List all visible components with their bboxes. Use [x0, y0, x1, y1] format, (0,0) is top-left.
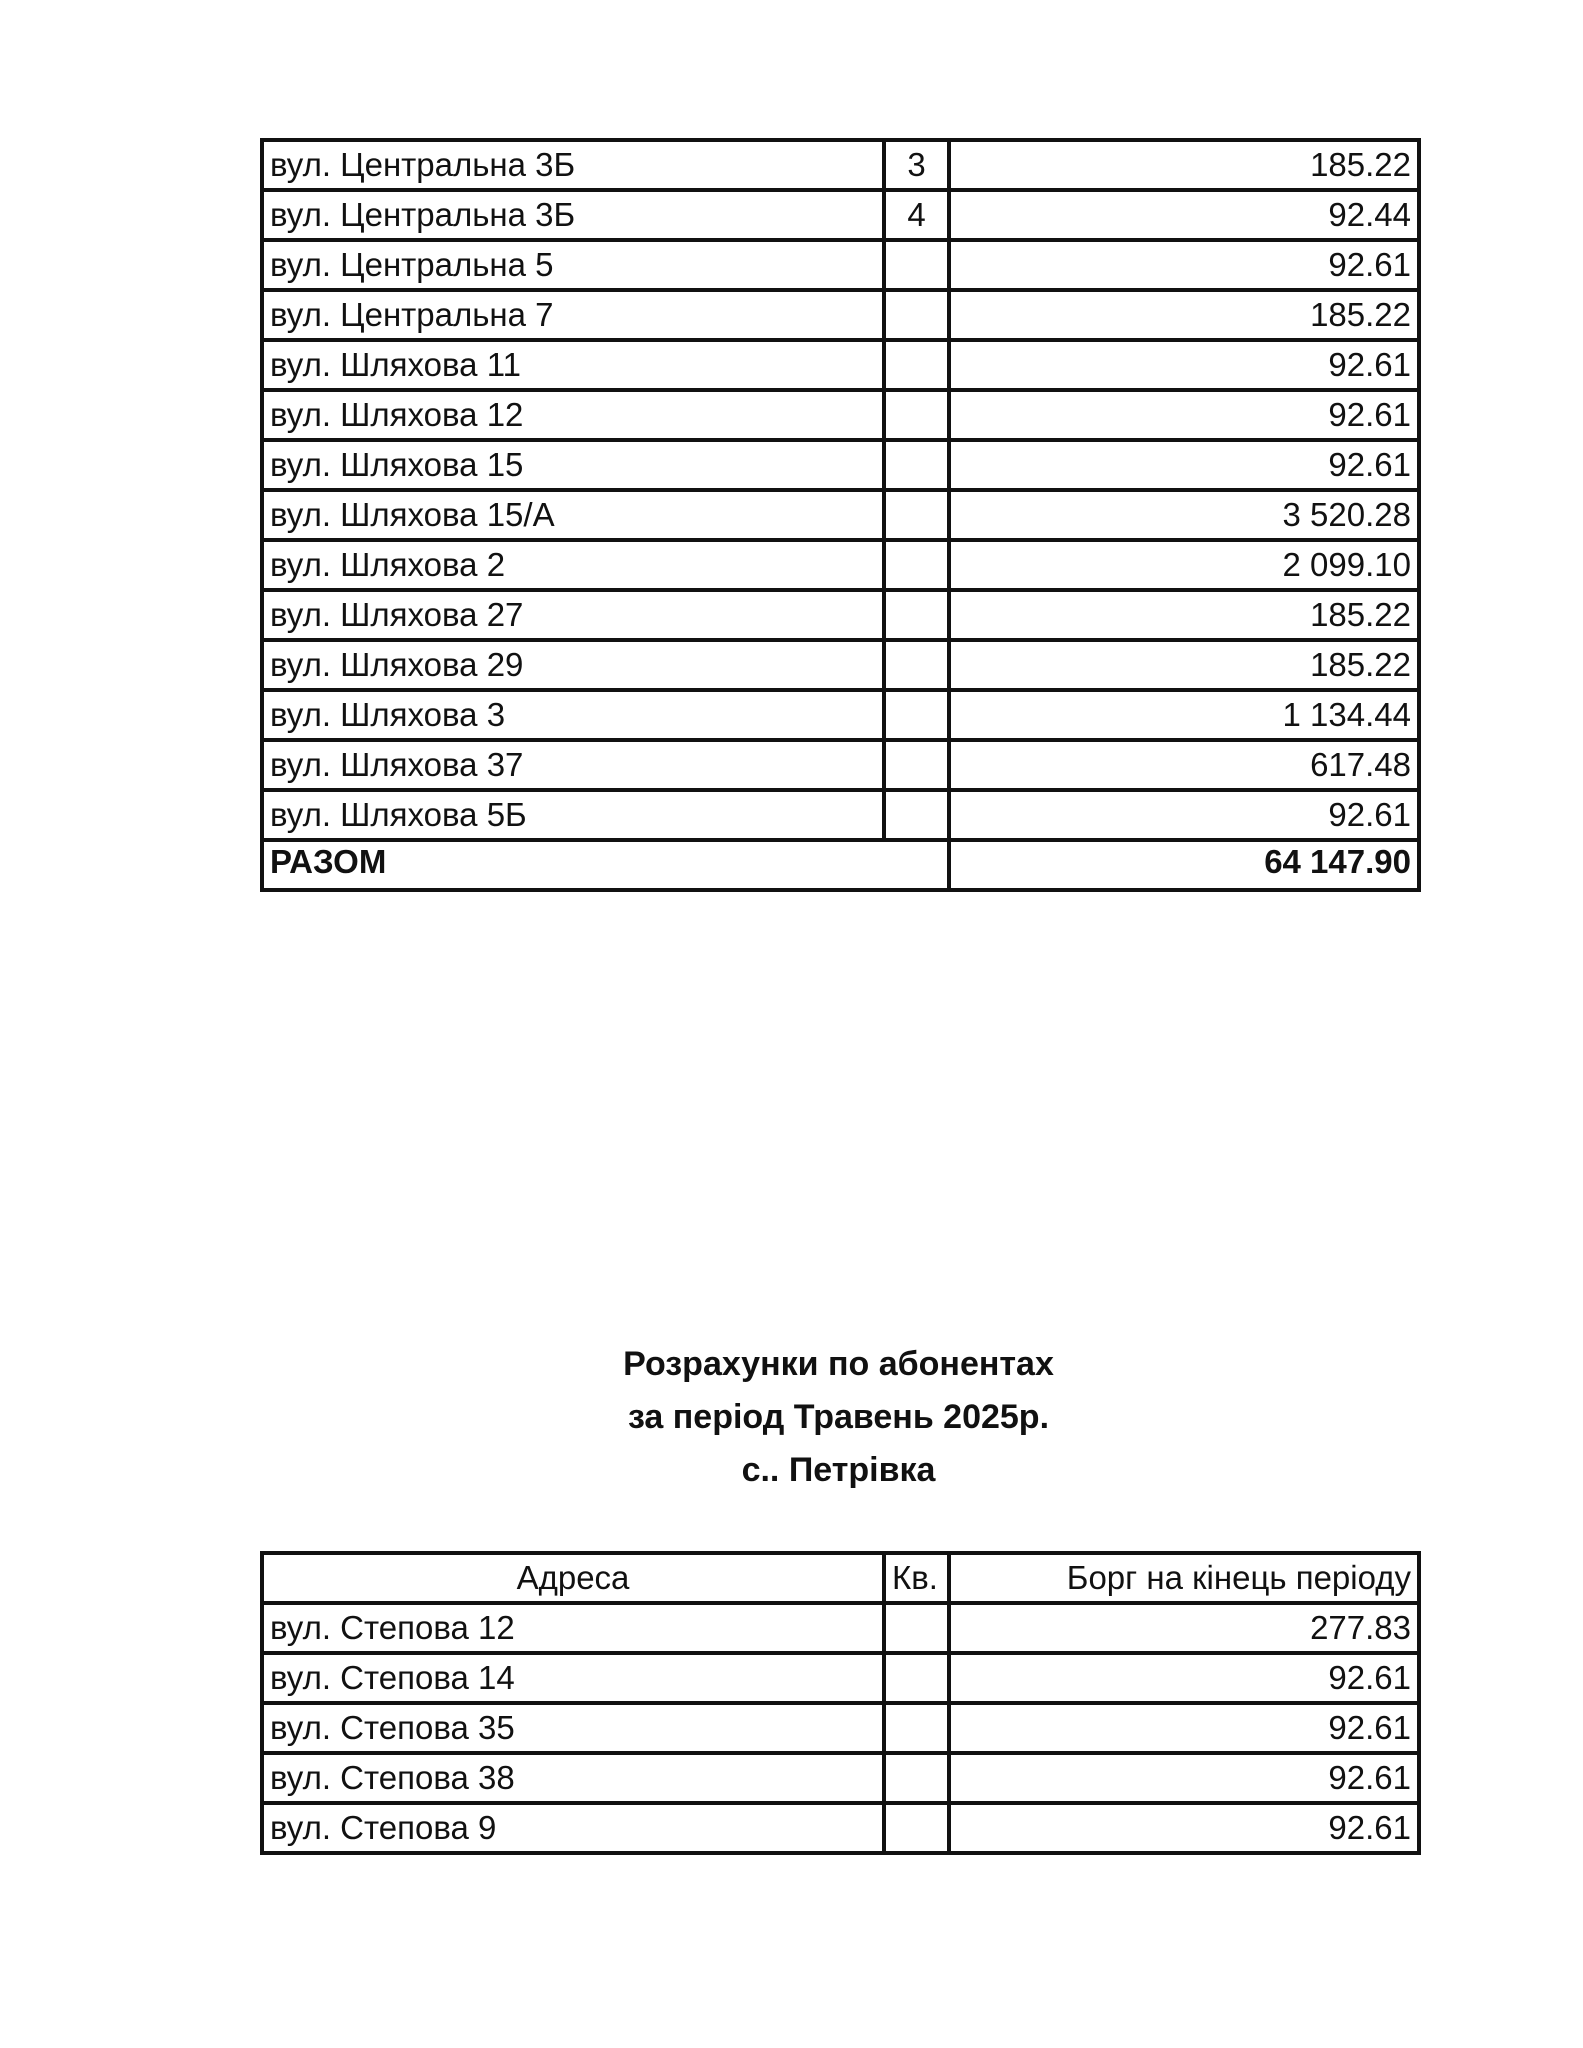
debt-cell: 1 134.44 [949, 690, 1419, 740]
address-cell: вул. Центральна 3Б [262, 140, 884, 190]
debt-cell: 2 099.10 [949, 540, 1419, 590]
debt-table-continued [260, 138, 1421, 892]
apartment-cell [884, 640, 949, 690]
table-row [262, 490, 1419, 540]
table-row [262, 1803, 1419, 1853]
debt-cell: 3 520.28 [949, 490, 1419, 540]
address-cell: вул. Шляхова 29 [262, 640, 884, 690]
total-label: РАЗОМ [262, 840, 949, 890]
apartment-cell [884, 590, 949, 640]
debt-table-petrivka [260, 1551, 1421, 1855]
debt-cell: 92.61 [949, 790, 1419, 840]
table-row [262, 340, 1419, 390]
header-address: Адреса [262, 1553, 884, 1603]
report-title [260, 1338, 1417, 1497]
address-cell: вул. Шляхова 27 [262, 590, 884, 640]
debt-cell: 92.61 [949, 240, 1419, 290]
apartment-cell: 3 [884, 140, 949, 190]
apartment-cell [884, 1703, 949, 1753]
table-row [262, 540, 1419, 590]
debt-cell: 92.61 [949, 340, 1419, 390]
apartment-cell [884, 790, 949, 840]
address-cell: вул. Степова 12 [262, 1603, 884, 1653]
address-cell: вул. Степова 14 [262, 1653, 884, 1703]
address-cell: вул. Шляхова 11 [262, 340, 884, 390]
table-row [262, 590, 1419, 640]
report-village-line: с.. Петрівка [741, 1451, 936, 1489]
table-row [262, 1653, 1419, 1703]
address-cell: вул. Шляхова 5Б [262, 790, 884, 840]
address-cell: вул. Шляхова 15/А [262, 490, 884, 540]
address-cell: вул. Степова 38 [262, 1753, 884, 1803]
apartment-cell [884, 490, 949, 540]
report-period-line: за період Травень 2025р. [627, 1398, 1050, 1436]
address-cell: вул. Шляхова 37 [262, 740, 884, 790]
total-value: 64 147.90 [949, 840, 1419, 890]
debt-cell: 92.61 [949, 1753, 1419, 1803]
apartment-cell [884, 340, 949, 390]
apartment-cell [884, 390, 949, 440]
table-row [262, 1703, 1419, 1753]
debt-cell: 92.61 [949, 1653, 1419, 1703]
table-row [262, 1603, 1419, 1653]
table-header-row [262, 1553, 1419, 1603]
table-row [262, 240, 1419, 290]
apartment-cell: 4 [884, 190, 949, 240]
address-cell: вул. Центральна 3Б [262, 190, 884, 240]
apartment-cell [884, 1653, 949, 1703]
address-cell: вул. Степова 9 [262, 1803, 884, 1853]
debt-cell: 185.22 [949, 590, 1419, 640]
apartment-cell [884, 1753, 949, 1803]
address-cell: вул. Шляхова 12 [262, 390, 884, 440]
apartment-cell [884, 740, 949, 790]
apartment-cell [884, 540, 949, 590]
debt-cell: 92.61 [949, 440, 1419, 490]
table-row [262, 740, 1419, 790]
debt-cell: 92.44 [949, 190, 1419, 240]
address-cell: вул. Шляхова 3 [262, 690, 884, 740]
address-cell: вул. Шляхова 2 [262, 540, 884, 590]
apartment-cell [884, 1603, 949, 1653]
table-row [262, 390, 1419, 440]
debt-cell: 92.61 [949, 1703, 1419, 1753]
address-cell: вул. Центральна 7 [262, 290, 884, 340]
header-apartment: Кв. [884, 1553, 949, 1603]
header-debt: Борг на кінець періоду [949, 1553, 1419, 1603]
total-row [262, 840, 1419, 890]
apartment-cell [884, 1803, 949, 1853]
address-cell: вул. Центральна 5 [262, 240, 884, 290]
debt-cell: 185.22 [949, 290, 1419, 340]
address-cell: вул. Степова 35 [262, 1703, 884, 1753]
table-row [262, 690, 1419, 740]
debt-cell: 92.61 [949, 390, 1419, 440]
debt-cell: 92.61 [949, 1803, 1419, 1853]
table-row [262, 140, 1419, 190]
apartment-cell [884, 690, 949, 740]
apartment-cell [884, 290, 949, 340]
debt-cell: 617.48 [949, 740, 1419, 790]
address-cell: вул. Шляхова 15 [262, 440, 884, 490]
debt-cell: 277.83 [949, 1603, 1419, 1653]
table-row [262, 790, 1419, 840]
apartment-cell [884, 240, 949, 290]
table-row [262, 290, 1419, 340]
report-title-line: Розрахунки по абонентах [623, 1345, 1054, 1383]
table-row [262, 190, 1419, 240]
table-row [262, 640, 1419, 690]
apartment-cell [884, 440, 949, 490]
table-row [262, 1753, 1419, 1803]
table-row [262, 440, 1419, 490]
debt-cell: 185.22 [949, 140, 1419, 190]
debt-cell: 185.22 [949, 640, 1419, 690]
